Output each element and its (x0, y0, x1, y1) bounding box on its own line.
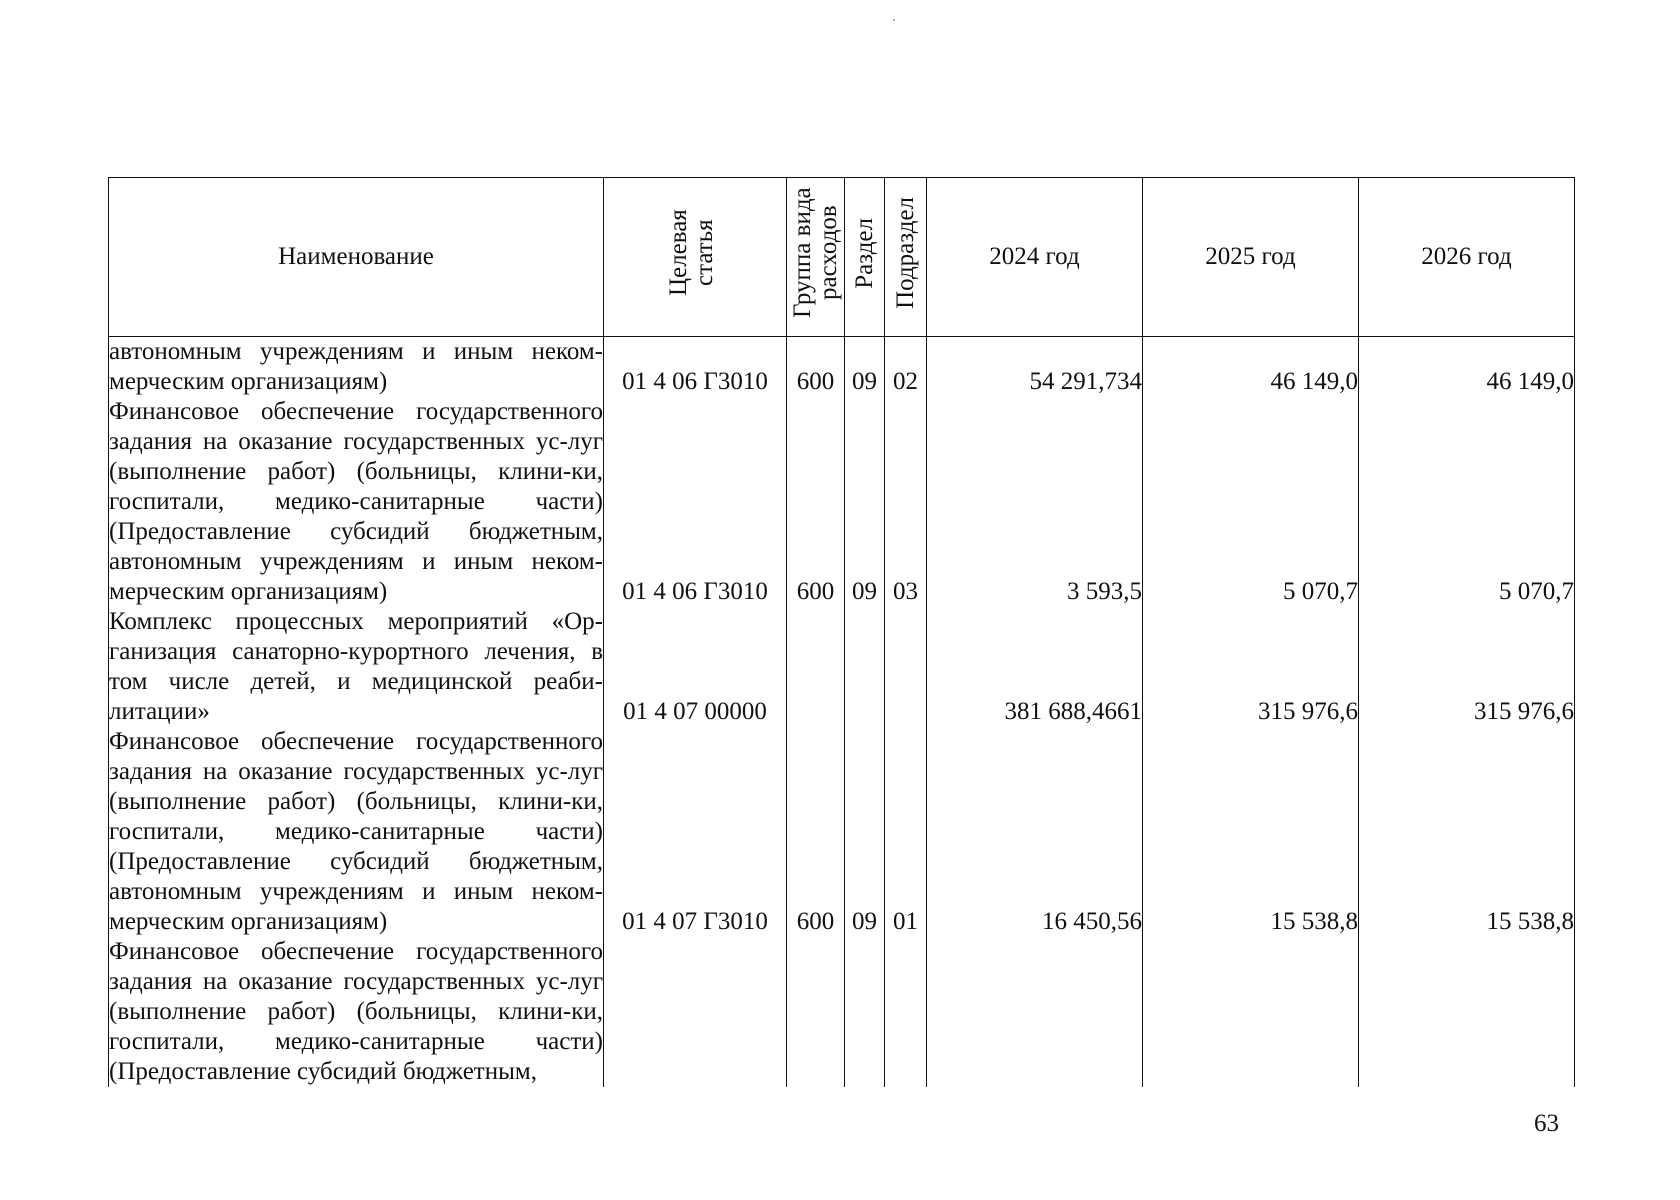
table-row (109, 937, 1575, 1087)
header-2025 (1143, 178, 1359, 337)
budget-table (108, 177, 1575, 1087)
header-expense-group (787, 178, 845, 337)
page-number: 63 (1534, 1110, 1559, 1137)
header-2026-label: 2026 год (1421, 243, 1512, 270)
row-2024: 381 688,4661 (927, 607, 1143, 727)
row-subsection (885, 937, 927, 1087)
row-2026: 15 538,8 (1359, 727, 1575, 937)
header-section-label: Раздел (850, 217, 878, 289)
table-row (109, 727, 1575, 937)
row-code: 01 4 06 Г3010 (604, 397, 787, 607)
row-section: 09 (845, 397, 885, 607)
row-group: 600 (787, 337, 845, 398)
row-2024: 3 593,5 (927, 397, 1143, 607)
header-name (109, 178, 604, 337)
header-subsection-label: Подраздел (891, 197, 919, 309)
row-group: 600 (787, 397, 845, 607)
header-target-article (604, 178, 787, 337)
header-subsection (885, 178, 927, 337)
header-2026 (1359, 178, 1575, 337)
row-2025: 5 070,7 (1143, 397, 1359, 607)
row-subsection: 01 (885, 727, 927, 937)
row-subsection (885, 607, 927, 727)
row-name: Финансовое обеспечение государственного задания на оказание государственных ус-луг (выполнение работ) (больницы, клини-ки, госпитали, медико-санитарные части) (Предоставление субсидий бюджетным, автономным учреждениям и иным неком-мерческим организациям) (109, 728, 603, 935)
header-expense-group-label: Группа вида расходов (788, 187, 842, 319)
row-2026: 46 149,0 (1359, 337, 1575, 398)
row-2024 (927, 937, 1143, 1087)
header-2024-label: 2024 год (989, 243, 1080, 270)
header-name-label: Наименование (278, 243, 434, 270)
table-row (109, 397, 1575, 607)
row-subsection: 03 (885, 397, 927, 607)
row-2024: 16 450,56 (927, 727, 1143, 937)
row-group (787, 607, 845, 727)
row-2025: 46 149,0 (1143, 337, 1359, 398)
table-row (109, 337, 1575, 398)
header-2024 (927, 178, 1143, 337)
table-header-row (109, 178, 1575, 337)
row-section: 09 (845, 337, 885, 398)
row-2026: 5 070,7 (1359, 397, 1575, 607)
row-code: 01 4 06 Г3010 (604, 337, 787, 398)
table-row (109, 607, 1575, 727)
row-name: Комплекс процессных мероприятий «Ор-ганизация санаторно-курортного лечения, в том числе детей, и медицинской реаби-литации» (109, 608, 603, 725)
row-name: Финансовое обеспечение государственного задания на оказание государственных ус-луг (выполнение работ) (больницы, клини-ки, госпитали, медико-санитарные части) (Предоставление субсидий бюджетным, (109, 938, 603, 1085)
row-2024: 54 291,734 (927, 337, 1143, 398)
row-section: 09 (845, 727, 885, 937)
row-2025: 315 976,6 (1143, 607, 1359, 727)
row-name: Финансовое обеспечение государственного задания на оказание государственных ус-луг (выполнение работ) (больницы, клини-ки, госпитали, медико-санитарные части) (Предоставление субсидий бюджетным, автономным учреждениям и иным неком-мерческим организациям) (109, 398, 603, 605)
row-code (604, 937, 787, 1087)
row-2025 (1143, 937, 1359, 1087)
row-2025: 15 538,8 (1143, 727, 1359, 937)
row-group: 600 (787, 727, 845, 937)
scan-speck (893, 19, 895, 21)
row-group (787, 937, 845, 1087)
row-subsection: 02 (885, 337, 927, 398)
row-code: 01 4 07 Г3010 (604, 727, 787, 937)
header-section (845, 178, 885, 337)
header-target-article-label: Целевая статья (665, 209, 718, 297)
row-2026: 315 976,6 (1359, 607, 1575, 727)
row-code: 01 4 07 00000 (604, 607, 787, 727)
row-section (845, 937, 885, 1087)
row-name: автономным учреждениям и иным неком-мерческим организациям) (109, 338, 603, 395)
row-section (845, 607, 885, 727)
header-2025-label: 2025 год (1205, 243, 1296, 270)
row-2026 (1359, 937, 1575, 1087)
